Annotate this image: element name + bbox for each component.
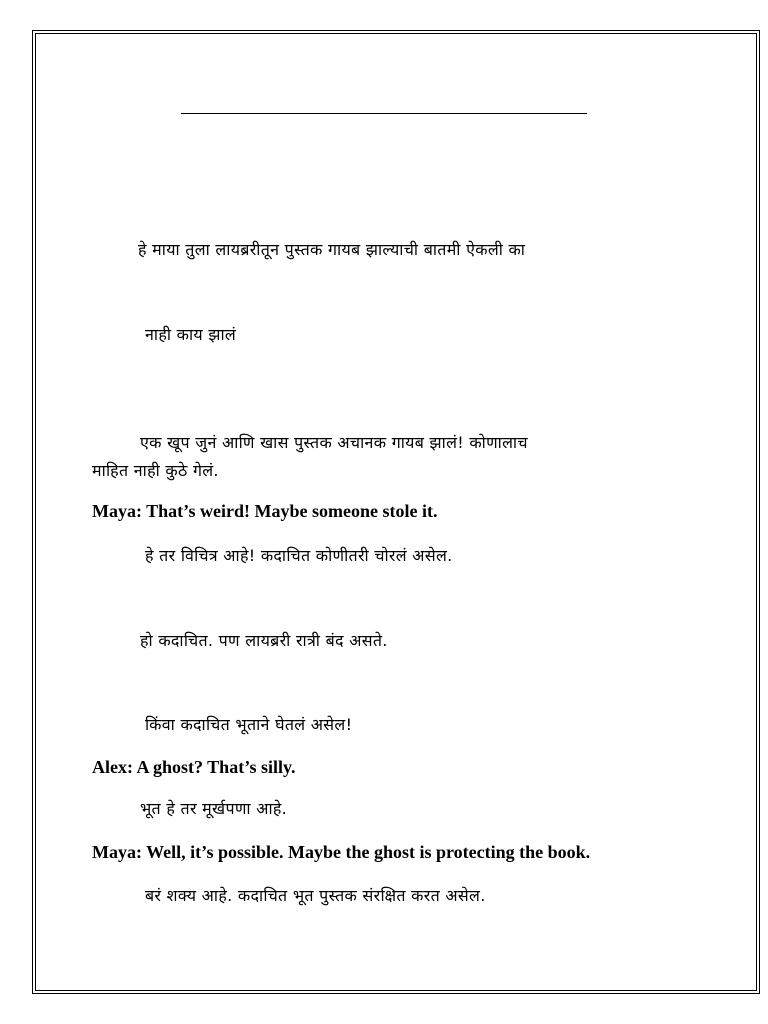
english-line-maya-2: Maya: Well, it’s possible. Maybe the ghost is protecting the book.: [92, 842, 591, 862]
marathi-line-3: एक खूप जुनं आणि खास पुस्तक अचानक गायब झालं! कोणालाच: [140, 433, 528, 452]
marathi-line-1: हे माया तुला लायब्ररीतून पुस्तक गायब झाल्याची बातमी ऐकली का: [138, 240, 526, 259]
marathi-line-9: बरं शक्य आहे. कदाचित भूत पुस्तक संरक्षित करत असेल.: [145, 886, 486, 905]
marathi-line-4: माहित नाही कुठे गेलं.: [92, 461, 219, 480]
marathi-line-5: हे तर विचित्र आहे! कदाचित कोणीतरी चोरलं असेल.: [145, 546, 453, 565]
english-line-alex: Alex: A ghost? That’s silly.: [92, 757, 296, 777]
title-underline: [181, 113, 587, 114]
english-line-maya-1: Maya: That’s weird! Maybe someone stole it.: [92, 501, 438, 521]
marathi-line-8: भूत हे तर मूर्खपणा आहे.: [140, 799, 288, 818]
marathi-line-7: किंवा कदाचित भूताने घेतलं असेल!: [145, 715, 353, 734]
marathi-line-2: नाही काय झालं: [145, 325, 237, 344]
marathi-line-6: हो कदाचित. पण लायब्ररी रात्री बंद असते.: [140, 631, 388, 650]
